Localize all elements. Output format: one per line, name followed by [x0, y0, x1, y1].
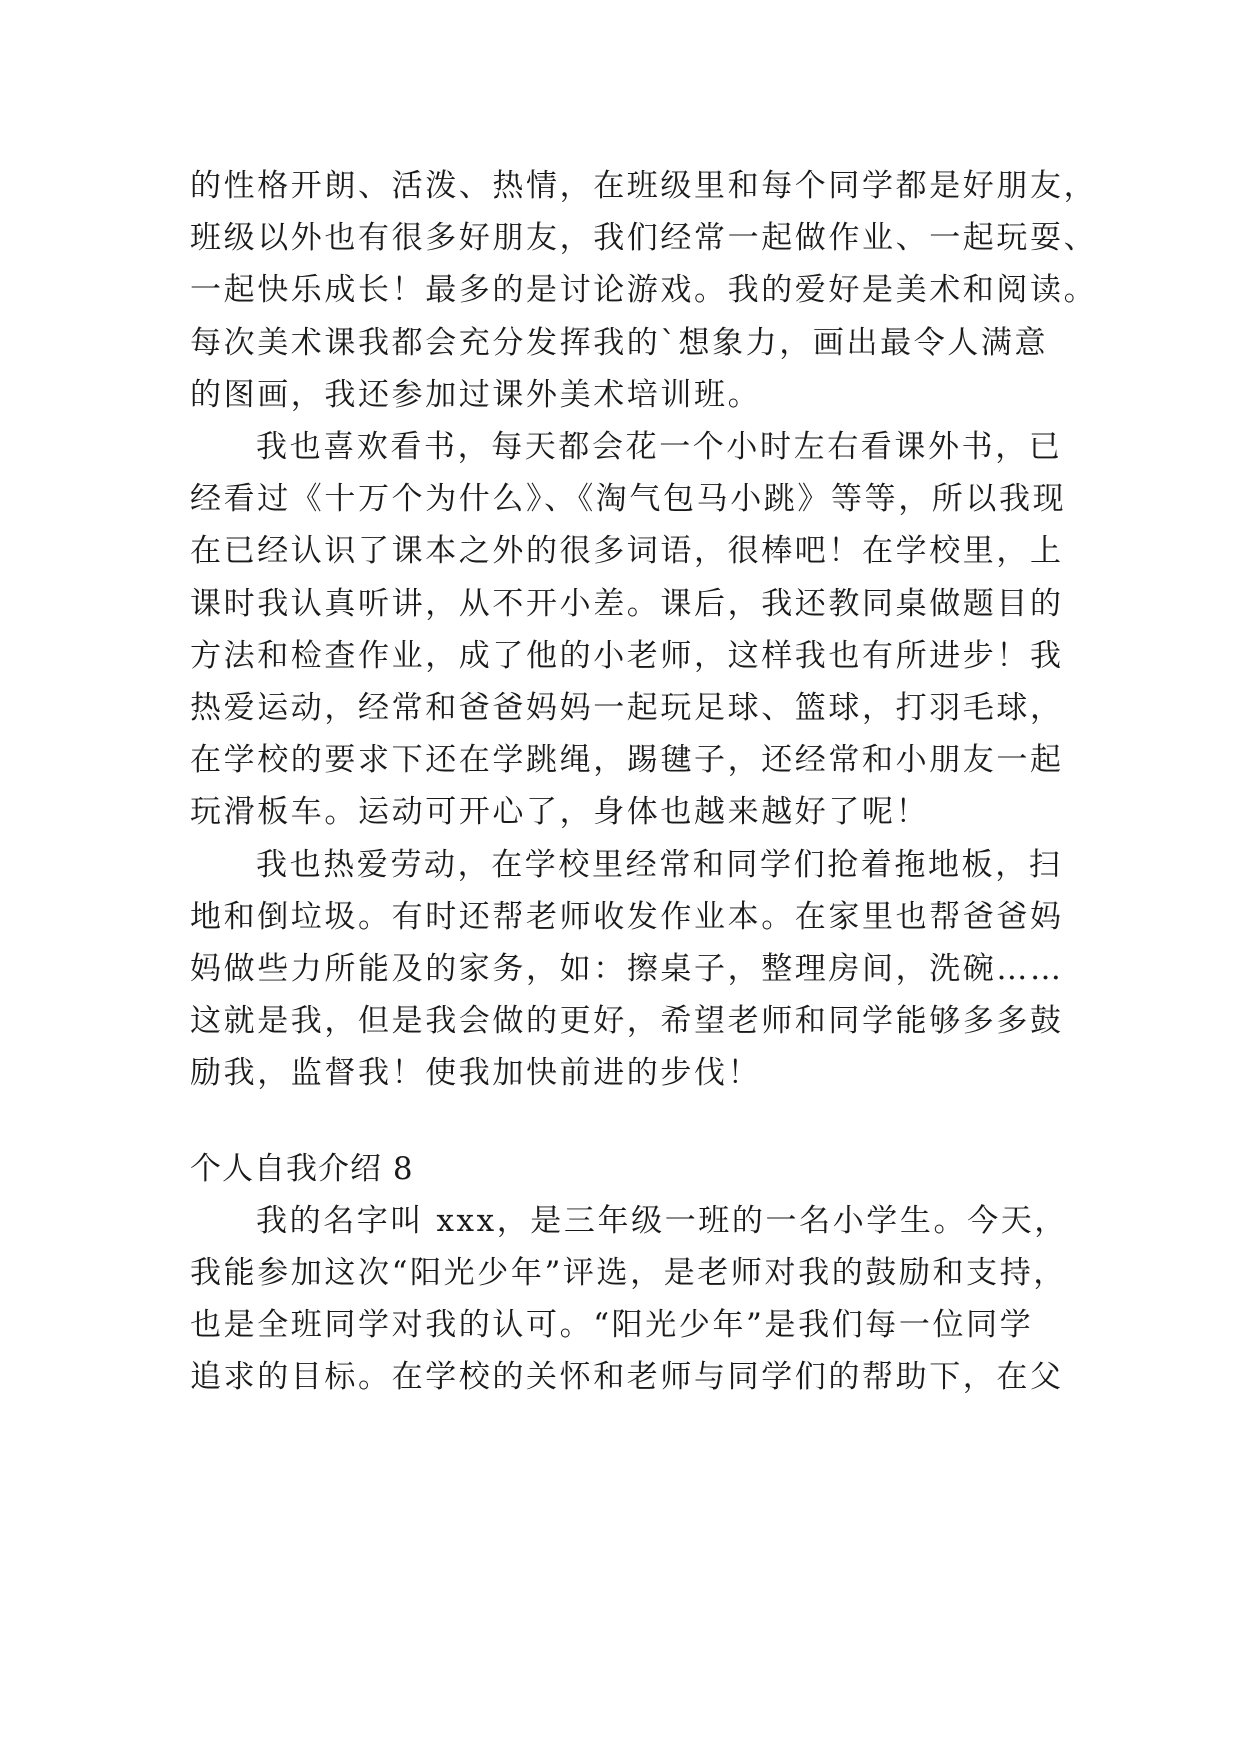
text-line: 追求的目标。在学校的关怀和老师与同学们的帮助下，在父	[190, 1359, 1064, 1396]
text-line: 也是全班同学对我的认可。“阳光少年”是我们每一位同学	[190, 1307, 1034, 1344]
section-heading: 个人自我介绍 8	[190, 1150, 414, 1187]
text-line: 我能参加这次“阳光少年”评选，是老师对我的鼓励和支持，	[190, 1255, 1067, 1292]
text-line: 经看过《十万个为什么》、《淘气包马小跳》等等，所以我现	[190, 481, 1067, 518]
paragraph-continued	[190, 160, 1098, 421]
section-gap	[190, 1100, 1070, 1143]
text-line: 我的名字叫 xxx，是三年级一班的一名小学生。今天，	[256, 1202, 1068, 1239]
paragraph-labor	[190, 839, 1070, 1100]
document-body	[190, 160, 1098, 1404]
text-line: 妈做些力所能及的家务，如：擦桌子，整理房间，洗碗……	[190, 951, 1064, 988]
text-line: 班级以外也有很多好朋友，我们经常一起做作业、一起玩耍、	[190, 220, 1098, 257]
text-line: 方法和检查作业，成了他的小老师，这样我也有所进步！我	[190, 637, 1064, 674]
text-line: 课时我认真听讲，从不开小差。课后，我还教同桌做题目的	[190, 585, 1064, 622]
paragraph-intro-8	[190, 1195, 1070, 1404]
text-line: 地和倒垃圾。有时还帮老师收发作业本。在家里也帮爸爸妈	[190, 898, 1064, 935]
text-line: 我也喜欢看书，每天都会花一个小时左右看课外书，已	[256, 429, 1063, 466]
text-line: 我也热爱劳动，在学校里经常和同学们抢着拖地板，扫	[256, 846, 1063, 883]
text-line: 在学校的要求下还在学跳绳，踢毽子，还经常和小朋友一起	[190, 742, 1064, 779]
text-line: 这就是我，但是我会做的更好，希望老师和同学能够多多鼓	[190, 1003, 1064, 1040]
text-line: 每次美术课我都会充分发挥我的`想象力，画出最令人满意	[190, 324, 1049, 361]
text-line: 一起快乐成长！最多的是讨论游戏。我的爱好是美术和阅读。	[190, 272, 1098, 309]
text-line: 励我，监督我！使我加快前进的步伐！	[190, 1055, 762, 1092]
text-line: 玩滑板车。运动可开心了，身体也越来越好了呢！	[190, 794, 930, 831]
text-line: 的图画，我还参加过课外美术培训班。	[190, 376, 762, 413]
text-line: 在已经认识了课本之外的很多词语，很棒吧！在学校里，上	[190, 533, 1064, 570]
paragraph-reading-study	[190, 421, 1070, 839]
text-line: 热爱运动，经常和爸爸妈妈一起玩足球、篮球，打羽毛球，	[190, 690, 1064, 727]
text-line: 的性格开朗、活泼、热情，在班级里和每个同学都是好朋友，	[190, 168, 1098, 204]
